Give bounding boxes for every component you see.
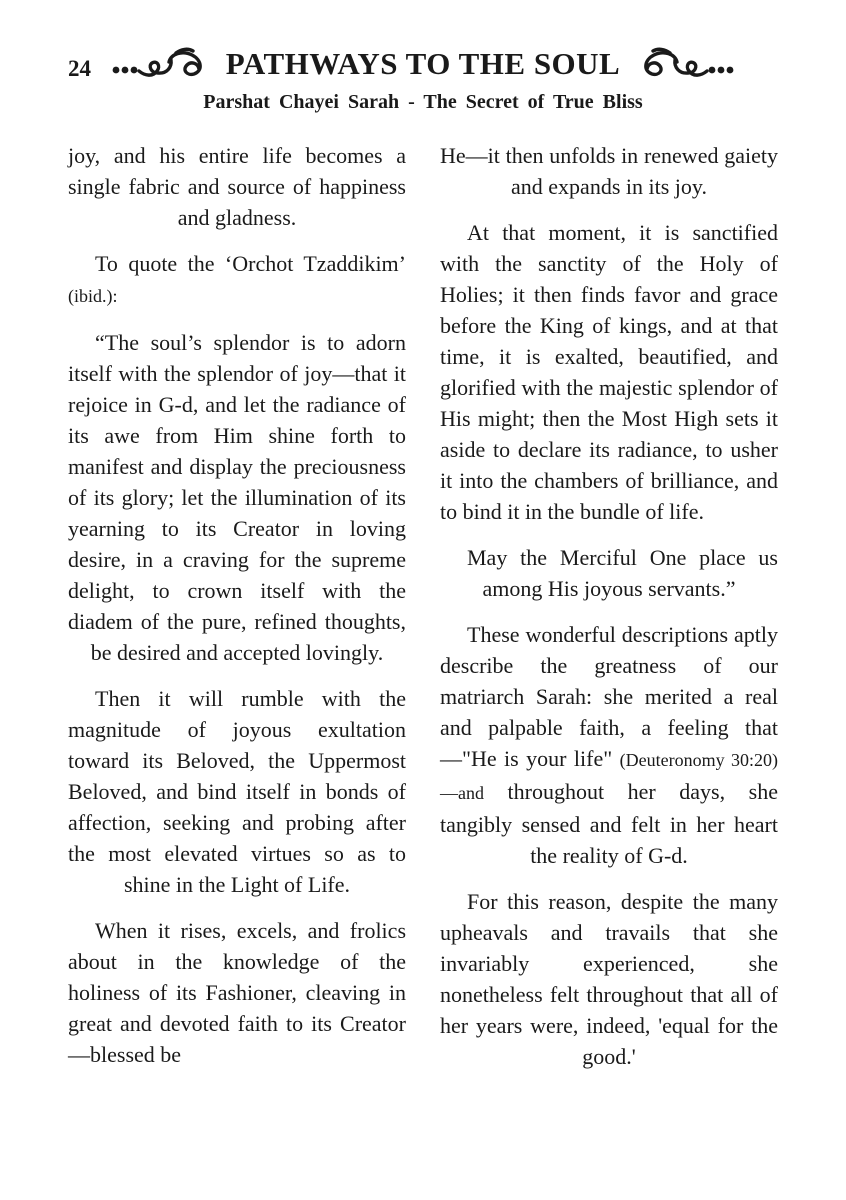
citation-text: (ibid.): [68,286,118,306]
paragraph-text: “The soul’s splendor is to adorn itself with the splendor of joy—that it rejoice in G-d, and let the radiance of its awe from Him shine forth to manifest and display the preciousness of its glory; let the illumination of its yearning to its Creator in loving desire, in a craving for the supreme delight, to crown itself with the diadem of the pure, refined thoughts, be desired and accepted lovingly. [68,330,406,665]
paragraph-text: At that moment, it is sanctified with the sanctity of the Holy of Holies; it then finds favor and grace before the King of kings, and at that time, it is exalted, beautified, and glorified with the majestic splendor of His might; then the Most High sets it aside to declare its radiance, to usher it into the chambers of brilliance, and to bind it in the bundle of life. [440,220,778,524]
page-number: 24 [68,56,91,81]
scroll-flourish-right-icon [632,46,736,82]
paragraph [68,140,406,233]
paragraph-text: To quote the ‘Orchot Tzaddikim’ [95,251,406,276]
paragraph [68,248,406,312]
two-column-text-body [0,140,846,1087]
paragraph [440,542,778,604]
paragraph [440,140,778,202]
paragraph [440,217,778,527]
paragraph [68,683,406,900]
paragraph-text: For this reason, despite the many upheavals and travails that she invariably experienced, she nonetheless felt throughout that all of her years were, indeed, 'equal for the good.' [440,889,778,1069]
paragraph-text: throughout her days, she tangibly sensed and felt in her heart the reality of G-d. [440,779,778,868]
paragraph-text: These wonderful descriptions aptly describe the greatness of our matriarch Sarah: she merited a real and palpable faith, a feeling that—"He is your life" [440,622,778,771]
title-row [0,44,846,84]
left-column [68,140,406,1087]
citation-text: (Deuteronomy 30:20)—and [440,750,778,803]
paragraph-text: May the Merciful One place us among His joyous servants.” [467,545,778,601]
paragraph-text: joy, and his entire life becomes a single fabric and source of happiness and gladness. [68,143,406,230]
page-subtitle: Parshat Chayei Sarah - The Secret of True Bliss [203,91,643,113]
scroll-flourish-left-icon [110,46,214,82]
paragraph [440,619,778,871]
paragraph [440,886,778,1072]
paragraph [68,327,406,668]
paragraph-text: He—it then unfolds in renewed gaiety and expands in its joy. [440,143,778,199]
paragraph-text: Then it will rumble with the magnitude of joyous exultation toward its Beloved, the Uppermost Beloved, and bind itself in bonds of affection, seeking and probing after the most elevated virtues so as to shine in the Light of Life. [68,686,406,897]
paragraph-text: When it rises, excels, and frolics about in the knowledge of the holiness of its Fashioner, cleaving in great and devoted faith to its Creator—blessed be [68,918,406,1067]
page-header [0,0,846,114]
paragraph [68,915,406,1070]
right-column [440,140,778,1087]
page-title: PATHWAYS TO THE SOUL [225,46,621,81]
